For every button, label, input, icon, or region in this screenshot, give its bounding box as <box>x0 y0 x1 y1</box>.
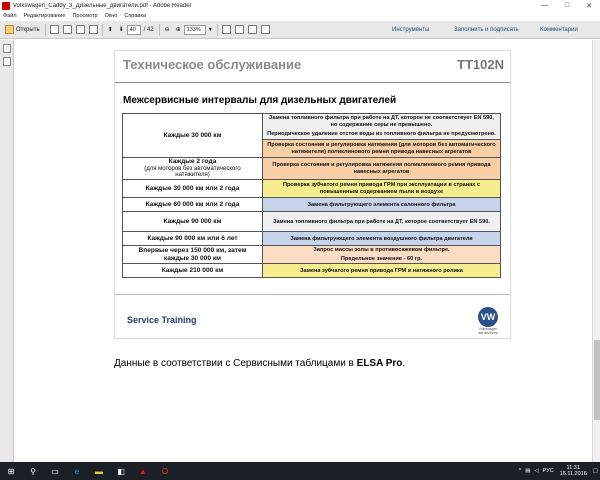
toolbar <box>0 21 600 39</box>
slide-heading: Межсервисные интервалы для дизельных двигателей <box>123 95 397 106</box>
table-row <box>123 158 501 180</box>
comments-pane-button[interactable]: Комментарии <box>540 27 578 33</box>
opera-icon[interactable]: O <box>161 466 169 476</box>
bookmarks-icon[interactable] <box>3 57 11 66</box>
minimize-button[interactable]: — <box>541 2 549 9</box>
vw-logo-caption: Volkswagen автомобиль <box>478 327 498 335</box>
maximize-button[interactable]: □ <box>564 2 570 9</box>
task-cell: Замена топливного фильтра при работе на ДТ, которое не соответствует EN 590, но содержание серы не превышено. Периодическое удаление отстоя воды из топливного фильтра не предусмотрено. <box>263 114 501 140</box>
menu-file[interactable]: Файл <box>3 13 17 19</box>
interval-cell: Каждые 60 000 км или 2 года <box>123 198 263 212</box>
toolbar-separator <box>159 24 160 36</box>
fill-sign-pane-button[interactable]: Заполнить и подписать <box>454 27 519 33</box>
page-number-input[interactable]: 40 <box>127 25 141 35</box>
tray-arrow-icon[interactable]: ^ <box>518 468 522 474</box>
interval-cell: Каждые 90 000 км <box>123 212 263 232</box>
notifications-icon[interactable]: ▢ <box>592 468 598 474</box>
menu-bar <box>0 11 600 21</box>
menu-edit[interactable]: Редактирование <box>23 13 66 19</box>
menu-window[interactable]: Окно <box>104 13 118 19</box>
table-row <box>123 264 501 278</box>
vw-logo: VW <box>478 307 498 327</box>
table-row <box>123 114 501 140</box>
network-icon[interactable]: ▤ <box>525 468 531 474</box>
table-row <box>123 232 501 246</box>
zoom-input[interactable]: 133% <box>184 25 206 35</box>
task-view-icon[interactable]: ▭ <box>51 466 59 476</box>
fit-width-icon[interactable] <box>235 25 244 34</box>
edge-icon[interactable]: e <box>74 466 80 476</box>
email-icon[interactable] <box>89 25 98 34</box>
create-pdf-icon[interactable] <box>50 25 59 34</box>
document-caption: Данные в соответствии с Сервисными таблицами в ELSA Pro. <box>114 358 406 369</box>
document-area <box>14 40 592 462</box>
search-icon[interactable]: ⚲ <box>30 466 36 476</box>
comment-icon[interactable] <box>248 25 257 34</box>
folder-icon <box>5 25 14 34</box>
window-title: Volkswagen_Caddy_3_Дизельные_двигатели.pdf - Adobe Reader <box>13 2 192 9</box>
task-cell: Замена зубчатого ремня привода ГРМ и натяжного ролика <box>263 264 501 278</box>
table-row <box>123 198 501 212</box>
slide-code: TT102N <box>457 57 504 72</box>
print-icon[interactable] <box>76 25 85 34</box>
service-training-label: Service Training <box>127 315 197 325</box>
task-cell: Проверка зубчатого ремня привода ГРМ при эксплуатации в странах с повышенным содержанием пыли в воздухе <box>263 180 501 198</box>
task-cell: Замена фильтрующего элемента салонного фильтра <box>263 198 501 212</box>
sign-icon[interactable] <box>261 25 270 34</box>
adobe-reader-icon <box>2 2 10 10</box>
slide-title: Техническое обслуживание <box>123 57 302 72</box>
task-cell: Проверка состояния и регулировка натяжения поликлинового ремня привода навесных агрегатов <box>263 158 501 180</box>
toolbar-separator <box>217 24 218 36</box>
windows-taskbar <box>0 462 600 480</box>
close-button[interactable]: ✕ <box>586 2 592 10</box>
interval-cell: Каждые 210 000 км <box>123 264 263 278</box>
interval-cell: Впервые через 150 000 км, затем каждые 30 000 км <box>123 246 263 264</box>
volume-icon[interactable]: ◁ <box>534 468 539 474</box>
table-row <box>123 212 501 232</box>
adobe-reader-taskbar-icon[interactable]: ▲ <box>139 466 147 476</box>
next-page-button[interactable]: ⬇ <box>118 27 124 33</box>
zoom-dropdown-icon[interactable]: ▾ <box>208 27 212 33</box>
keyboard-language[interactable]: РУС <box>542 468 554 474</box>
explorer-icon[interactable]: ▬ <box>95 466 103 476</box>
menu-help[interactable]: Справка <box>124 13 146 19</box>
pdf-page-slide <box>114 50 511 339</box>
service-intervals-table <box>122 113 501 278</box>
page-total: / 42 <box>143 26 154 33</box>
prev-page-button[interactable]: ⬆ <box>107 27 113 33</box>
vertical-scrollbar[interactable] <box>592 40 600 462</box>
menu-view[interactable]: Просмотр <box>72 13 98 19</box>
system-tray <box>517 462 600 480</box>
open-button[interactable]: Открыть <box>0 23 43 37</box>
task-cell: Замена топливного фильтра при работе на ДТ, которое соответствует EN 590. <box>263 212 501 232</box>
task-cell: Запрос массы золы в противосажевом фильтре. Предельное значение - 60 гр. <box>263 246 501 264</box>
table-row <box>123 180 501 198</box>
page-thumbnails-icon[interactable] <box>3 44 11 53</box>
divider <box>115 82 510 83</box>
save-icon[interactable] <box>63 25 72 34</box>
title-bar <box>0 0 600 11</box>
interval-cell: Каждые 30 000 км или 2 года <box>123 180 263 198</box>
start-icon[interactable]: ⊞ <box>7 466 15 476</box>
interval-cell: Каждые 2 года (для моторов без автоматического натяжителя) <box>123 158 263 180</box>
interval-cell: Каждые 90 000 км или 6 лет <box>123 232 263 246</box>
zoom-in-button[interactable]: ⊕ <box>175 27 181 33</box>
fit-page-icon[interactable] <box>222 25 231 34</box>
task-cell: Проверка состояния и регулировка натяжения (для моторов без автоматического натяжителя) поликлинового ремня привода навесных агрегатов <box>263 140 501 158</box>
store-icon[interactable]: ◧ <box>117 466 125 476</box>
navigation-pane <box>0 40 14 462</box>
task-cell: Замена фильтрующего элемента воздушного фильтра двигателя <box>263 232 501 246</box>
toolbar-separator <box>102 24 103 36</box>
table-row <box>123 246 501 264</box>
clock[interactable]: 11:31 16.11.2016 <box>559 464 587 477</box>
interval-cell: Каждые 30 000 км <box>123 114 263 158</box>
toolbar-separator <box>45 24 46 36</box>
elsa-pro-text: ELSA Pro <box>356 358 403 369</box>
zoom-out-button[interactable]: ⊖ <box>164 27 170 33</box>
tools-pane-button[interactable]: Инструменты <box>392 27 430 33</box>
scrollbar-thumb[interactable] <box>594 340 600 420</box>
divider <box>115 294 510 295</box>
